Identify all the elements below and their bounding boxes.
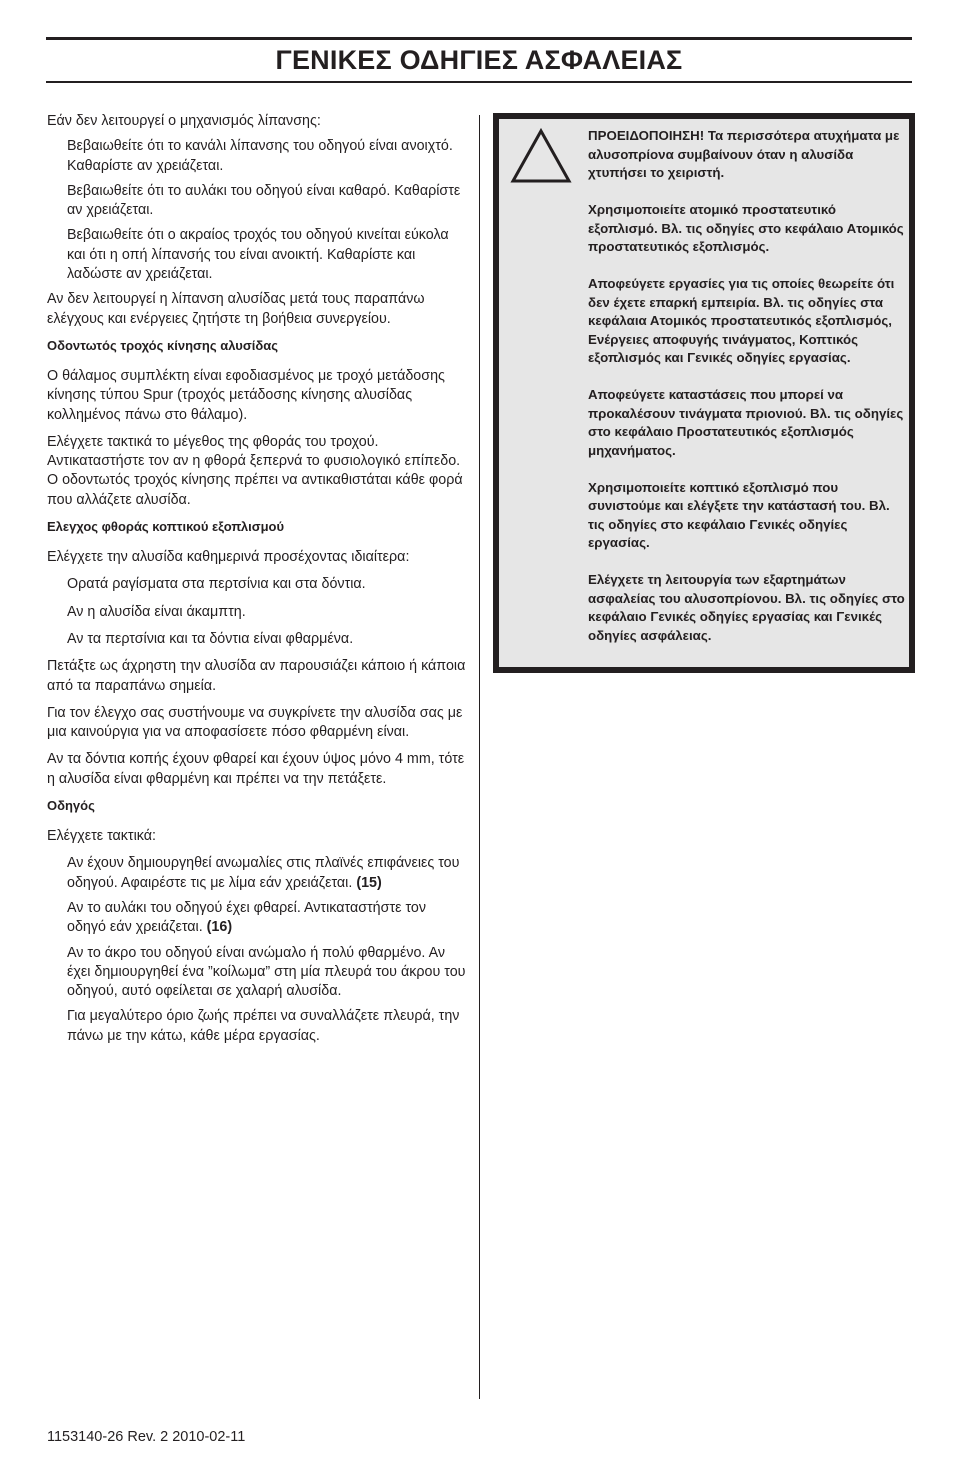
left-column bbox=[47, 112, 467, 1052]
warning-paragraph-1: ΠΡΟΕΙΔΟΠΟΙΗΣΗ! Τα περισσότερα ατυχήματα με αλυσοπρίονα συμβαίνουν όταν η αλυσίδα χτυπήσει το χειριστή. bbox=[588, 128, 900, 180]
wear-item-3: Αν τα περτσίνια και τα δόντια είναι φθαρμένα. bbox=[67, 630, 354, 647]
sprocket-heading: Οδοντωτός τροχός κίνησης αλυσίδας bbox=[47, 337, 278, 353]
warning-paragraph-2: Χρησιμοποιείτε ατομικό προστατευτικό εξοπλισμό. Βλ. τις οδηγίες στο κεφάλαιο Ατομικός προστατευτικός εξοπλισμός. bbox=[588, 202, 904, 254]
bar-item-1 bbox=[47, 854, 467, 893]
wear-paragraph-2: Για τον έλεγχο σας συστήνουμε να συγκρίνετε την αλυσίδα σας με μια καινούργια για να αποφασίσετε πόσο φθαρμένη είναι. bbox=[47, 704, 463, 741]
header-bottom-rule bbox=[46, 81, 912, 83]
bar-item-2-figure-ref: (16) bbox=[206, 919, 233, 936]
bar-item-4: Για μεγαλύτερο όριο ζωής πρέπει να συναλλάζετε πλευρά, την πάνω με την κάτω, κάθε μέρα εργασίας. bbox=[67, 1008, 460, 1044]
wear-intro: Ελέγχετε την αλυσίδα καθημερινά προσέχοντας ιδιαίτερα: bbox=[47, 549, 410, 566]
document-reference: 1153140-26 Rev. 2 2010-02-11 bbox=[47, 1429, 246, 1445]
sprocket-paragraph-1: Ο θάλαμος συμπλέκτη είναι εφοδιασμένος με τροχό μετάδοσης κίνησης τύπου Spur (τροχός μετάδοσης κίνησης αλυσίδας κολλημένος πάνω στο θάλαμο). bbox=[47, 367, 445, 423]
bar-heading: Οδηγός bbox=[47, 798, 95, 814]
wear-item-1: Ορατά ραγίσματα στα περτσίνια και στα δόντια. bbox=[67, 576, 366, 593]
page-title: ΓΕΝΙΚΕΣ ΟΔΗΓΙΕΣ ΑΣΦΑΛΕΙΑΣ bbox=[275, 45, 683, 75]
warning-box bbox=[493, 113, 915, 673]
wear-paragraph-3: Αν τα δόντια κοπής έχουν φθαρεί και έχουν ύψος μόνο 4 mm, τότε η αλυσίδα είναι φθαρμένη και πρέπει να την πετάξετε. bbox=[47, 751, 465, 787]
warning-triangle-icon bbox=[509, 127, 573, 185]
wear-paragraph-1: Πετάξτε ως άχρηστη την αλυσίδα αν παρουσιάζει κάποιο ή κάποια από τα παραπάνω σημεία. bbox=[47, 658, 466, 694]
lube-check-1: Βεβαιωθείτε ότι το κανάλι λίπανσης του οδηγού είναι ανοιχτό. Καθαρίστε αν χρειάζεται. bbox=[67, 138, 453, 174]
warning-paragraph-6: Ελέγχετε τη λειτουργία των εξαρτημάτων ασφαλείας του αλυσοπρίονου. Βλ. τις οδηγίες στο κεφάλαιο Γενικές οδηγίες εργασίας και Γενικές οδηγίες ασφάλειας. bbox=[588, 572, 905, 643]
warning-paragraph-3: Αποφεύγετε εργασίες για τις οποίες θεωρείτε ότι δεν έχετε επαρκή εμπειρία. Βλ. τις οδηγίες στα κεφάλαια Ατομικός προστατευτικός εξοπλισμός, Ενέργειες αποφυγής τινάγματος, Κοπτικός εξοπλισμός και Γενικές οδηγίες εργασίας. bbox=[588, 276, 895, 365]
warning-text bbox=[588, 127, 908, 664]
sprocket-paragraph-2: Ελέγχετε τακτικά το μέγεθος της φθοράς του τροχού. Αντικαταστήστε τον αν η φθορά ξεπερνά το φυσιολογικό επίπεδο. Ο οδοντωτός τροχός κίνησης πρέπει να αντικαθιστάται κάθε φορά που αλλάζετε αλυσίδα. bbox=[47, 433, 463, 508]
bar-item-2-text: Αν το αυλάκι του οδηγού έχει φθαρεί. Αντικαταστήστε τον οδηγό εάν χρειάζεται. bbox=[67, 899, 426, 936]
column-divider bbox=[479, 115, 480, 1399]
bar-item-1-figure-ref: (15) bbox=[356, 874, 382, 891]
lube-check-3: Βεβαιωθείτε ότι ο ακραίος τροχός του οδηγού κινείται εύκολα και ότι η οπή λίπανσής του είναι ανοικτή. Καθαρίστε και λαδώστε αν χρειάζεται. bbox=[67, 227, 449, 283]
warning-paragraph-4: Αποφεύγετε καταστάσεις που μπορεί να προκαλέσουν τινάγματα πριονιού. Βλ. τις οδηγίες στο κεφάλαιο Προστατευτικός εξοπλισμός μηχανήματος. bbox=[588, 387, 904, 458]
header-top-rule bbox=[46, 37, 912, 40]
bar-item-1-text: Αν έχουν δημιουργηθεί ανωμαλίες στις πλαϊνές επιφάνειες του οδηγού. Αφαιρέστε τις με λίμα εάν χρειάζεται. bbox=[67, 855, 460, 891]
bar-item-2 bbox=[47, 899, 467, 938]
lube-check-2: Βεβαιωθείτε ότι το αυλάκι του οδηγού είναι καθαρό. Καθαρίστε αν χρειάζεται. bbox=[67, 182, 461, 219]
lube-help-text: Αν δεν λειτουργεί η λίπανση αλυσίδας μετά τους παραπάνω ελέγχους και ενέργειες ζητήστε τη βοήθεια συνεργείου. bbox=[47, 291, 425, 327]
wear-item-2: Αν η αλυσίδα είναι άκαμπτη. bbox=[67, 603, 246, 620]
lube-intro: Εάν δεν λειτουργεί ο μηχανισμός λίπανσης: bbox=[47, 113, 321, 129]
wear-heading: Ελεγχος φθοράς κοπτικού εξοπλισμού bbox=[47, 519, 285, 535]
bar-intro: Ελέγχετε τακτικά: bbox=[47, 828, 156, 845]
bar-item-3: Αν το άκρο του οδηγού είναι ανώμαλο ή πολύ φθαρμένο. Αν έχει δημιουργηθεί ένα ”κοίλωμα” στη μία πλευρά του άκρου του οδηγού, αυτό οφείλεται σε χαλαρή αλυσίδα. bbox=[67, 944, 466, 1000]
warning-paragraph-5: Χρησιμοποιείτε κοπτικό εξοπλισμό που συνιστούμε και ελέγξετε την κατάστασή του. Βλ. τις οδηγίες στο κεφάλαιο Γενικές οδηγίες εργασίας. bbox=[588, 479, 890, 550]
